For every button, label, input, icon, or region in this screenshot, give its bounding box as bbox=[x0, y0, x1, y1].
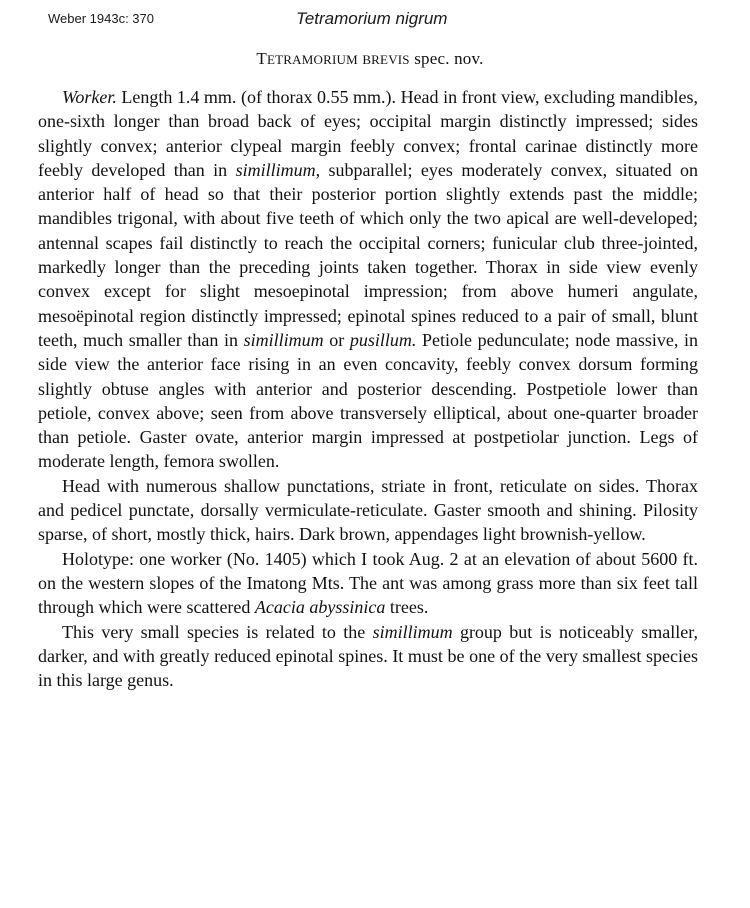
text-run: trees. bbox=[385, 597, 429, 618]
italic-term: Worker. bbox=[62, 87, 117, 107]
description-body bbox=[38, 85, 698, 692]
text-run: Head with numerous shallow punctations, striate in front, reticulate on sides. Thorax and pedicel punctate, dorsally vermiculate-reticulate. Gaster smooth and shining. Pilosity sparse, of short, mostly thick, hairs. Dark brown, appendages light brownish-yellow. bbox=[38, 475, 698, 545]
italic-term: simillimum bbox=[372, 621, 453, 642]
text-run: Holotype: one worker (No. 1405) which I took Aug. 2 at an elevation of about 5600 ft. on the western slopes of the Imatong Mts. The ant was among grass more than six feet tall through which were scattered bbox=[38, 548, 698, 618]
text-run: Petiole pedunculate; node massive, in side view the anterior face rising in an even concavity, feebly convex dorsum forming slightly obtuse angles with anterior and posterior descending. Postpetiole lower than petiole, convex above; seen from above transversely elliptical, about one-quarter broader than petiole. Gaster ovate, anterior margin impressed at postpetiolar junction. Legs of moderate length, femora swollen. bbox=[38, 329, 698, 472]
title-genus-rest: ETRAMORIUM bbox=[267, 52, 358, 67]
title-species-name: BREVIS bbox=[362, 52, 410, 67]
paragraph-sculpture bbox=[38, 474, 698, 547]
paragraph-holotype bbox=[38, 547, 698, 620]
paragraph-worker-description bbox=[38, 85, 698, 474]
text-run: subparallel; eyes moderately convex, situated on anterior half of head so that their posterior portion slightly extends past the middle; mandibles trigonal, with about five teeth of which only the two apical are well-developed; antennal scapes fail distinctly to reach the occipital corners; funicular club three-jointed, markedly longer than the preceding joints taken together. Thorax in side view evenly convex except for slight mesoepinotal impression; from above humeri angulate, mesoëpinotal region distinctly impressed; epinotal spines reduced to a pair of small, blunt teeth, much smaller than in bbox=[38, 159, 699, 350]
text-run: Length 1.4 mm. (of thorax 0.55 mm.). Head in front view, excluding mandibles, one-sixth longer than broad back of eyes; occipital margin distinctly impressed; sides slightly convex; anterior clypeal margin feebly convex; frontal carinae distinctly more feebly developed than in bbox=[38, 87, 698, 180]
italic-term: simillimum, bbox=[235, 159, 321, 180]
italic-term: simillimum bbox=[243, 329, 324, 350]
paragraph-remarks bbox=[38, 620, 698, 693]
text-run: This very small species is related to the bbox=[62, 621, 373, 642]
italic-term: Acacia abyssinica bbox=[254, 597, 386, 618]
text-run: group but is noticeably smaller, darker, and with greatly reduced epinotal spines. It must be one of the very smallest species in this large genus. bbox=[38, 621, 699, 691]
species-heading: Tetramorium nigrum bbox=[296, 9, 448, 28]
title-suffix: spec. nov. bbox=[414, 49, 484, 68]
italic-term: pusillum. bbox=[349, 329, 417, 350]
citation-reference: Weber 1943c: 370 bbox=[48, 11, 154, 26]
title-genus-initial: T bbox=[256, 49, 268, 68]
species-title bbox=[0, 49, 740, 69]
text-run: or bbox=[323, 329, 350, 350]
